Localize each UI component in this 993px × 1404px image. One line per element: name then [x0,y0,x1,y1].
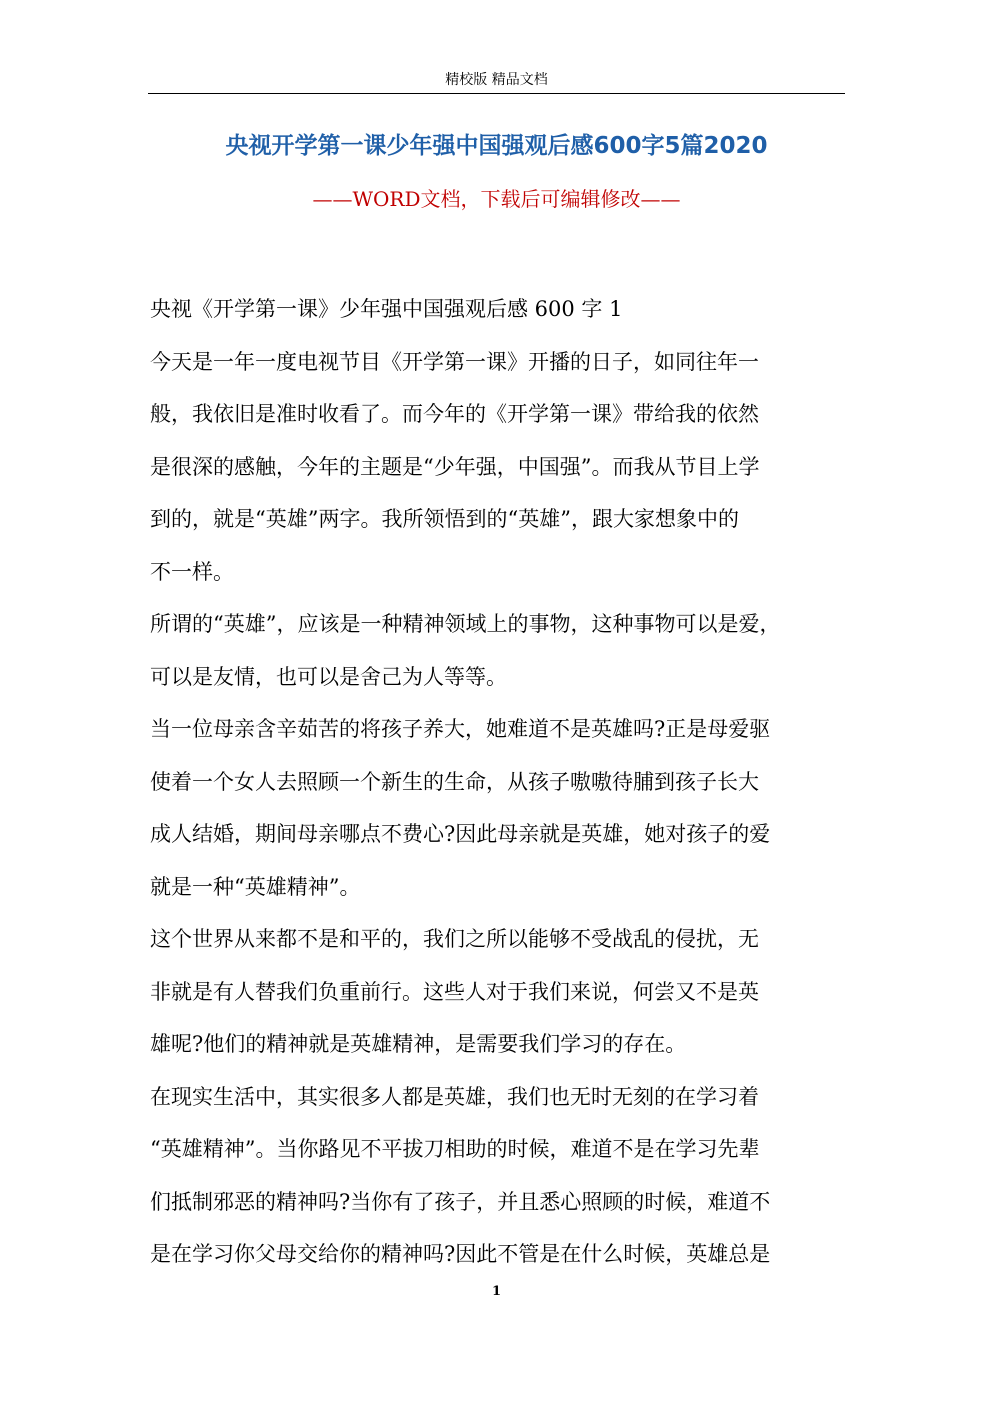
document-title: 央视开学第一课少年强中国强观后感600字5篇2020 [225,133,768,159]
document-body [150,283,845,1281]
body-line: 可以是友情，也可以是舍己为人等等。 [150,664,507,689]
page-header: 精校版 精品文档 [445,72,548,88]
paragraph [150,703,845,913]
body-line: 不一样。 [150,559,234,584]
paragraph [150,1071,845,1281]
body-line: 成人结婚，期间母亲哪点不费心?因此母亲就是英雄，她对孩子的爱 [150,822,771,846]
body-line: 央视《开学第一课》少年强中国强观后感 600 字 1 [150,297,623,321]
body-line: 当一位母亲含辛茹苦的将孩子养大，她难道不是英雄吗?正是母爱驱 [150,717,771,741]
body-line: 雄呢?他们的精神就是英雄精神，是需要我们学习的存在。 [150,1032,687,1056]
document-subtitle: ——WORD文档，下载后可编辑修改—— [312,187,681,211]
body-line: 是在学习你父母交给你的精神吗?因此不管是在什么时候，英雄总是 [150,1242,771,1266]
body-line: “英雄精神”。当你路见不平拔刀相助的时候，难道不是在学习先辈 [150,1137,760,1161]
body-line: 使着一个女人去照顾一个新生的生命，从孩子嗷嗷待脯到孩子长大 [150,769,759,794]
body-line: 非就是有人替我们负重前行。这些人对于我们来说，何尝又不是英 [150,979,759,1004]
paragraph-heading [150,283,845,336]
body-line: 所谓的“英雄”，应该是一种精神领域上的事物，这种事物可以是爱， [150,612,781,636]
paragraph [150,598,845,703]
body-line: 在现实生活中，其实很多人都是英雄，我们也无时无刻的在学习着 [150,1084,759,1109]
body-line: 这个世界从来都不是和平的，我们之所以能够不受战乱的侵扰，无 [150,927,759,951]
header-divider [148,93,845,94]
paragraph [150,913,845,1071]
body-line: 是很深的感触，今年的主题是“少年强，中国强”。而我从节目上学 [150,454,760,479]
body-line: 般，我依旧是准时收看了。而今年的《开学第一课》带给我的依然 [150,402,759,426]
body-line: 就是一种“英雄精神”。 [150,874,361,899]
body-line: 到的，就是“英雄”两字。我所领悟到的“英雄”，跟大家想象中的 [150,507,739,531]
body-line: 今天是一年一度电视节目《开学第一课》开播的日子，如同往年一 [150,349,759,374]
page-number: 1 [491,1284,502,1299]
body-line: 们抵制邪恶的精神吗?当你有了孩子，并且悉心照顾的时候，难道不 [150,1189,771,1214]
paragraph [150,336,845,599]
